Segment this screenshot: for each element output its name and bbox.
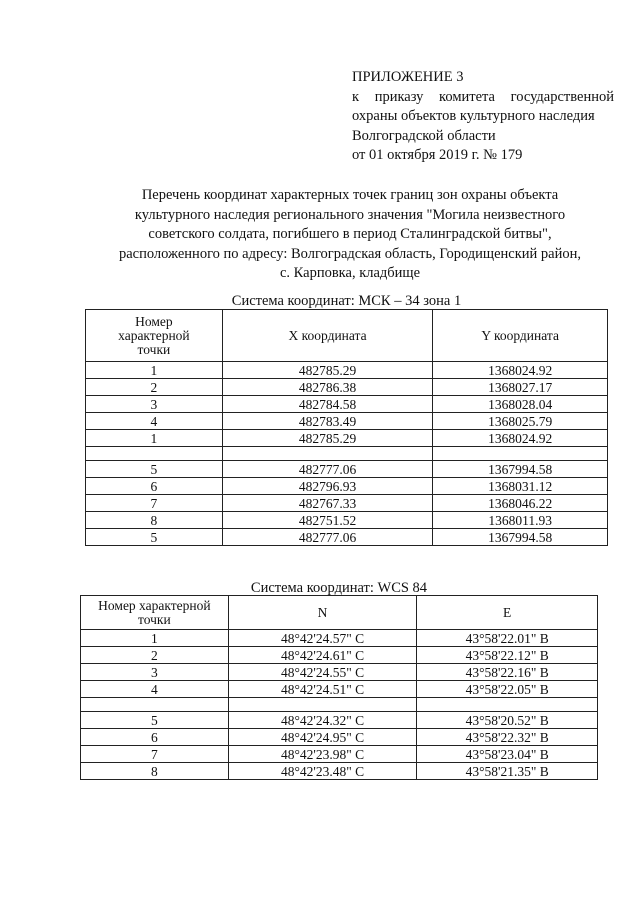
table-row — [81, 647, 598, 664]
table-gap-row — [81, 698, 598, 712]
cell-n: 6 — [81, 729, 229, 746]
table-row — [86, 461, 608, 478]
cell-x: 482767.33 — [222, 495, 433, 512]
cell-n: 8 — [81, 763, 229, 780]
appendix-date: от 01 октября 2019 г. № 179 — [352, 147, 523, 163]
cell-lat: 48°42'24.51" С — [228, 681, 417, 698]
table-row — [86, 379, 608, 396]
appendix-line-3: Волгоградской области — [352, 127, 496, 144]
gap-cell — [228, 698, 417, 712]
appendix-block — [352, 68, 614, 166]
appendix-word: государственной — [510, 88, 614, 105]
cell-lon: 43°58'22.01" В — [417, 630, 598, 647]
table1-group1 — [86, 362, 608, 447]
cell-x: 482777.06 — [222, 529, 433, 546]
heading-line: с. Карповка, кладбище — [279, 265, 421, 281]
cell-n: 5 — [86, 529, 223, 546]
table-row — [81, 681, 598, 698]
gap-cell — [433, 447, 608, 461]
cell-x: 482786.38 — [222, 379, 433, 396]
header-text: Номер характерной — [98, 597, 211, 613]
cell-lat: 48°42'24.95" С — [228, 729, 417, 746]
table-header-row — [81, 596, 598, 630]
appendix-word: комитета — [439, 88, 495, 105]
cell-n: 1 — [81, 630, 229, 647]
cell-lat: 48°42'23.48" С — [228, 763, 417, 780]
cell-lat: 48°42'24.57" С — [228, 630, 417, 647]
cell-y: 1368027.17 — [433, 379, 608, 396]
table-gap-row — [86, 447, 608, 461]
cell-lat: 48°42'24.55" С — [228, 664, 417, 681]
cell-n: 4 — [81, 681, 229, 698]
cell-y: 1368031.12 — [433, 478, 608, 495]
header-text: Номер — [135, 313, 173, 329]
table-row — [81, 712, 598, 729]
heading-line: расположенного по адресу: Волгоградская область, Городищенский район, — [118, 245, 582, 262]
cell-n: 5 — [86, 461, 223, 478]
table2-caption: Система координат: WCS 84 — [250, 580, 428, 596]
table-row — [86, 413, 608, 430]
document-heading — [90, 186, 610, 284]
appendix-line-2: охраны объектов культурного наследия — [352, 108, 595, 124]
column-header-n: N — [228, 596, 417, 630]
gap-cell — [81, 698, 229, 712]
column-header-point — [86, 310, 223, 362]
heading-line: культурного наследия регионального значения "Могила неизвестного — [134, 206, 566, 223]
cell-n: 1 — [86, 362, 223, 379]
cell-n: 7 — [86, 495, 223, 512]
cell-n: 8 — [86, 512, 223, 529]
cell-lon: 43°58'22.12" В — [417, 647, 598, 664]
cell-n: 6 — [86, 478, 223, 495]
column-header-y: Y координата — [433, 310, 608, 362]
cell-x: 482777.06 — [222, 461, 433, 478]
table1-group2 — [86, 461, 608, 546]
cell-x: 482796.93 — [222, 478, 433, 495]
cell-lon: 43°58'23.04" В — [417, 746, 598, 763]
cell-n: 1 — [86, 430, 223, 447]
cell-x: 482783.49 — [222, 413, 433, 430]
header-text: характерной — [118, 327, 190, 343]
heading-line: советского солдата, погибшего в период Сталинградской битвы", — [148, 226, 552, 242]
cell-y: 1367994.58 — [433, 529, 608, 546]
appendix-title: ПРИЛОЖЕНИЕ 3 — [352, 69, 464, 85]
header-text: точки — [137, 341, 171, 357]
table-row — [86, 396, 608, 413]
table-row — [81, 746, 598, 763]
table-row — [81, 630, 598, 647]
column-header-x: X координата — [222, 310, 433, 362]
cell-lon: 43°58'21.35" В — [417, 763, 598, 780]
table-row — [86, 495, 608, 512]
cell-y: 1368024.92 — [433, 362, 608, 379]
table-row — [86, 512, 608, 529]
cell-lon: 43°58'20.52" В — [417, 712, 598, 729]
cell-y: 1368024.92 — [433, 430, 608, 447]
cell-x: 482784.58 — [222, 396, 433, 413]
cell-n: 4 — [86, 413, 223, 430]
table-row — [81, 664, 598, 681]
table-row — [86, 529, 608, 546]
cell-x: 482751.52 — [222, 512, 433, 529]
table-row — [86, 430, 608, 447]
table-row — [81, 729, 598, 746]
wcs-coordinates-table — [80, 595, 598, 780]
gap-cell — [86, 447, 223, 461]
appendix-word: приказу — [374, 88, 424, 105]
table-row — [81, 763, 598, 780]
column-header-point — [81, 596, 229, 630]
cell-y: 1368028.04 — [433, 396, 608, 413]
cell-n: 3 — [86, 396, 223, 413]
msk-coordinates-table — [85, 309, 608, 546]
cell-lon: 43°58'22.05" В — [417, 681, 598, 698]
table-row — [86, 362, 608, 379]
cell-y: 1368046.22 — [433, 495, 608, 512]
appendix-line-1 — [352, 88, 614, 108]
cell-n: 7 — [81, 746, 229, 763]
table1-caption: Система координат: МСК – 34 зона 1 — [231, 293, 462, 309]
cell-lat: 48°42'23.98" С — [228, 746, 417, 763]
table-row — [86, 478, 608, 495]
header-text: точки — [138, 611, 171, 627]
cell-n: 2 — [81, 647, 229, 664]
cell-n: 5 — [81, 712, 229, 729]
appendix-word: к — [352, 88, 360, 105]
cell-lon: 43°58'22.16" В — [417, 664, 598, 681]
gap-cell — [417, 698, 598, 712]
column-header-e: E — [417, 596, 598, 630]
gap-cell — [222, 447, 433, 461]
cell-n: 3 — [81, 664, 229, 681]
cell-x: 482785.29 — [222, 362, 433, 379]
cell-lat: 48°42'24.61" С — [228, 647, 417, 664]
cell-y: 1368011.93 — [433, 512, 608, 529]
table-header-row — [86, 310, 608, 362]
cell-lon: 43°58'22.32" В — [417, 729, 598, 746]
table2-group1 — [81, 630, 598, 698]
cell-n: 2 — [86, 379, 223, 396]
cell-y: 1367994.58 — [433, 461, 608, 478]
heading-line: Перечень координат характерных точек границ зон охраны объекта — [141, 187, 559, 203]
cell-y: 1368025.79 — [433, 413, 608, 430]
cell-x: 482785.29 — [222, 430, 433, 447]
table2-group2 — [81, 712, 598, 780]
cell-lat: 48°42'24.32" С — [228, 712, 417, 729]
